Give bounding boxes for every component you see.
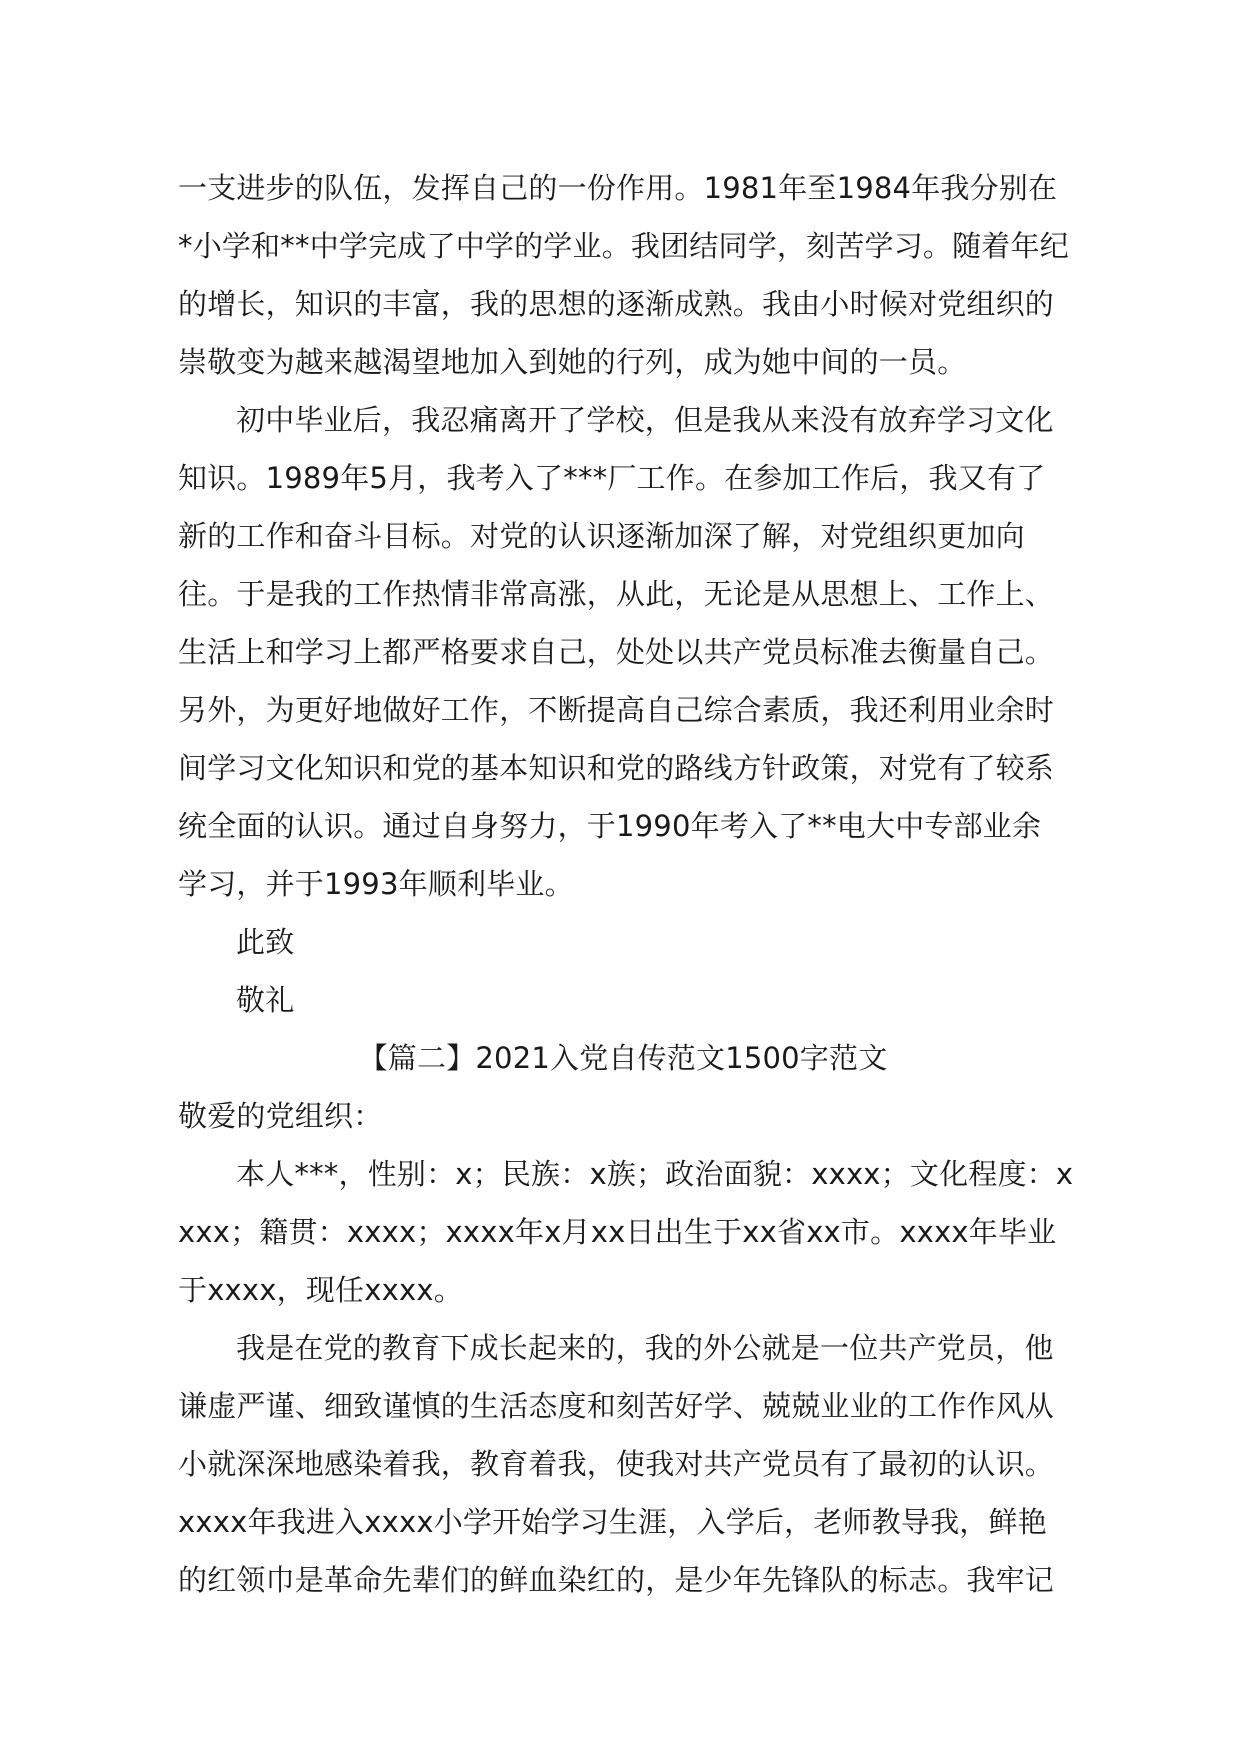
text-line: 知识。1989年5月，我考入了***厂工作。在参加工作后，我又有了 [178, 461, 1046, 495]
paragraph-start-line: 初中毕业后，我忍痛离开了学校，但是我从来没有放弃学习文化 [236, 403, 1054, 437]
text-line: 崇敬变为越来越渴望地加入到她的行列，成为她中间的一员。 [178, 345, 967, 379]
text-line: 生活上和学习上都严格要求自己，处处以共产党员标准去衡量自己。 [178, 635, 1055, 669]
text-line: xxx；籍贯：xxxx；xxxx年x月xx日出生于xx省xx市。xxxx年毕业 [178, 1215, 1057, 1249]
section-heading: 【篇二】2021入党自传范文1500字范文 [358, 1041, 888, 1075]
greeting-line: 敬爱的党组织： [178, 1099, 383, 1133]
text-line: 一支进步的队伍，发挥自己的一份作用。1981年至1984年我分别在 [178, 171, 1058, 205]
paragraph-start-line: 我是在党的教育下成长起来的，我的外公就是一位共产党员，他 [236, 1331, 1054, 1365]
text-line: 另外，为更好地做好工作，不断提高自己综合素质，我还利用业余时 [178, 693, 1055, 727]
text-line: 小就深深地感染着我，教育着我，使我对共产党员有了最初的认识。 [178, 1447, 1055, 1481]
text-line: 间学习文化知识和党的基本知识和党的路线方针政策，对党有了较系 [178, 751, 1055, 785]
text-line: 学习，并于1993年顺利毕业。 [178, 867, 574, 901]
text-line: 的增长，知识的丰富，我的思想的逐渐成熟。我由小时候对党组织的 [178, 287, 1055, 321]
text-line: 的红领巾是革命先辈们的鲜血染红的，是少年先锋队的标志。我牢记 [178, 1563, 1055, 1597]
text-line: 谦虚严谨、细致谨慎的生活态度和刻苦好学、兢兢业业的工作作风从 [178, 1389, 1055, 1423]
closing-regards: 敬礼 [236, 983, 295, 1017]
text-line: *小学和**中学完成了中学的学业。我团结同学，刻苦学习。随着年纪 [178, 229, 1069, 263]
text-line: 统全面的认识。通过自身努力，于1990年考入了**电大中专部业余 [178, 809, 1042, 843]
text-line: 往。于是我的工作热情非常高涨，从此，无论是从思想上、工作上、 [178, 577, 1055, 611]
text-line: xxxx年我进入xxxx小学开始学习生涯，入学后，老师教导我，鲜艳 [178, 1505, 1047, 1539]
closing-salutation: 此致 [236, 925, 295, 959]
text-line: 新的工作和奋斗目标。对党的认识逐渐加深了解，对党组织更加向 [178, 519, 1025, 553]
paragraph-start-line: 本人***，性别：x；民族：x族；政治面貌：xxxx；文化程度：x [236, 1157, 1074, 1191]
text-line: 于xxxx，现任xxxx。 [178, 1273, 463, 1307]
